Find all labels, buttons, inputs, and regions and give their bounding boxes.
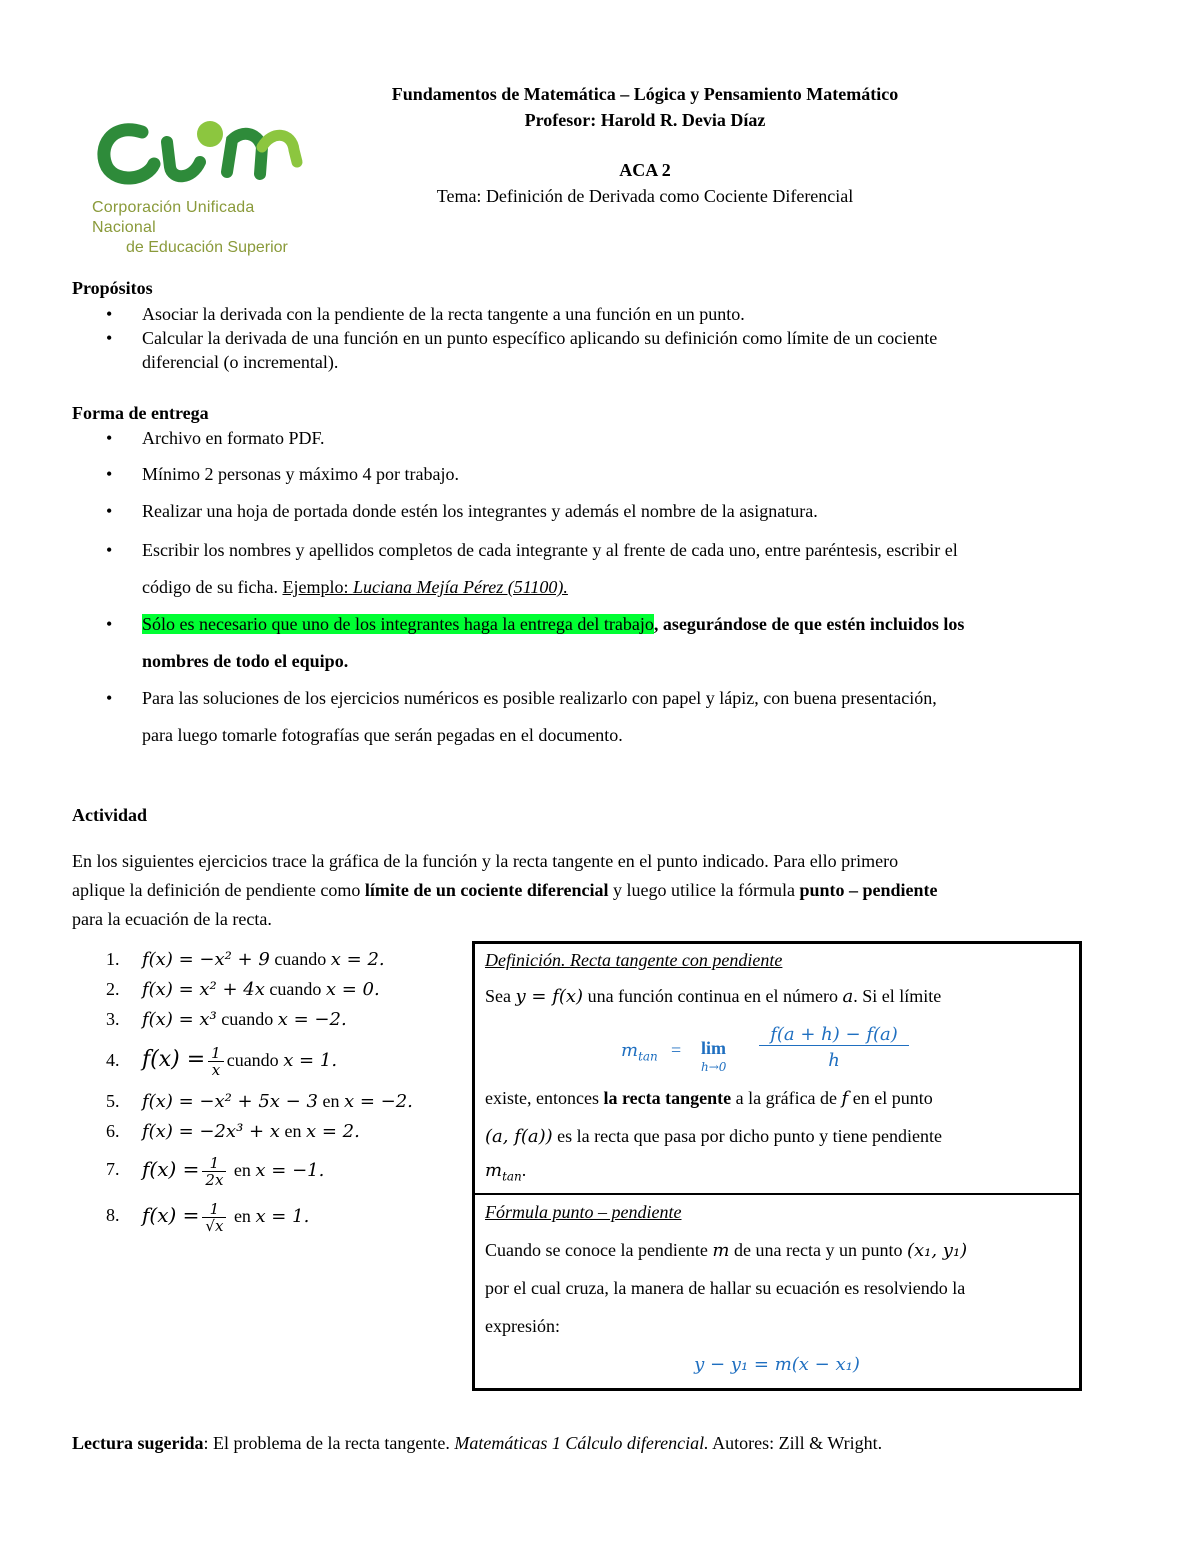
list-item: 4. f(x) = $\frac{1}{x}$ cuando x = 1. bbox=[106, 1044, 338, 1080]
definicion-formula: $m_{tan}$ = lim h→0 f(a + h) − f(a) h bbox=[621, 1022, 941, 1078]
list-item: 8. f(x) = $\frac{1}{√x}$ en x = 1. bbox=[106, 1200, 310, 1236]
actividad-paragraph: En los siguientes ejercicios trace la gráfica de la función y la recta tangente en el punto indicado. Para ello primero aplique la definición de pendiente como límite de un cociente diferencial y luego utilice la fórmula punto – pendiente para la ecuación de la recta. bbox=[72, 851, 938, 929]
definicion-line3: (a, f(a)) es la recta que pasa por dicho punto y tiene pendiente bbox=[485, 1126, 943, 1147]
formula-equation: y − y₁ = m(x − x₁) bbox=[694, 1354, 860, 1375]
list-item: • Mínimo 2 personas y máximo 4 por trabajo. bbox=[72, 464, 1152, 501]
formula-title: Fórmula punto – pendiente bbox=[485, 1202, 682, 1222]
list-item: 7. f(x) = $\frac{1}{2x}$ en x = −1. bbox=[106, 1154, 325, 1190]
logo-line1: Corporación Unificada Nacional bbox=[92, 199, 255, 236]
list-item: 5. f(x) = −x² + 5x − 3 en x = −2. bbox=[106, 1091, 413, 1112]
header-aca: ACA 2 bbox=[619, 160, 671, 180]
formula-line1: Cuando se conoce la pendiente m de una recta y un punto (x₁, y₁) bbox=[485, 1240, 968, 1261]
list-item: • Para las soluciones de los ejercicios numéricos es posible realizarlo con papel y lápiz, con buena presentación, para luego tomarle fotografías que serán pegadas en el documento. bbox=[72, 680, 1152, 754]
header-line2: Profesor: Harold R. Devia Díaz bbox=[524, 110, 766, 130]
list-item: • Calcular la derivada de una función en un punto específico aplicando su definición como límite de un cociente diferencial (o incremental). bbox=[72, 326, 1132, 374]
definicion-title: Definición. Recta tangente con pendiente bbox=[485, 950, 783, 970]
cun-logo-icon bbox=[92, 112, 312, 187]
list-item: 6. f(x) = −2x³ + x en x = 2. bbox=[106, 1121, 360, 1142]
list-item: • Sólo es necesario que uno de los integrantes haga la entrega del trabajo, asegurándose de que estén incluidos los nombres de todo el equipo. bbox=[72, 606, 1152, 680]
logo bbox=[92, 112, 312, 256]
propositos-list bbox=[72, 302, 1132, 374]
header-tema: Tema: Definición de Derivada como Cociente Diferencial bbox=[436, 186, 854, 206]
list-item: 1. f(x) = −x² + 9 cuando x = 2. bbox=[106, 949, 385, 970]
list-item: • Archivo en formato PDF. bbox=[72, 428, 1152, 464]
list-item: 3. f(x) = x³ cuando x = −2. bbox=[106, 1009, 347, 1030]
definicion-line4: $m_{tan}$. bbox=[485, 1160, 527, 1184]
header-line1: Fundamentos de Matemática – Lógica y Pensamiento Matemático bbox=[391, 84, 899, 104]
definicion-line1: Sea y = f(x) una función continua en el número a. Si el límite bbox=[485, 986, 942, 1007]
entrega-list bbox=[72, 428, 1152, 760]
ejercicios-list bbox=[72, 944, 472, 1238]
list-item: • Realizar una hoja de portada donde estén los integrantes y además el nombre de la asignatura. bbox=[72, 501, 1152, 538]
formula-box bbox=[472, 1193, 1082, 1391]
list-item: 2. f(x) = x² + 4x cuando x = 0. bbox=[106, 979, 380, 1000]
list-item: • Asociar la derivada con la pendiente de la recta tangente a una función en un punto. bbox=[72, 302, 1132, 326]
propositos-title: Propósitos bbox=[72, 278, 153, 298]
list-item: • Escribir los nombres y apellidos completos de cada integrante y al frente de cada uno, entre paréntesis, escribir el código de su ficha. Ejemplo: Luciana Mejía Pérez (51100). bbox=[72, 532, 1152, 606]
formula-line3: expresión: bbox=[485, 1316, 560, 1336]
formula-line2: por el cual cruza, la manera de hallar su ecuación es resolviendo la bbox=[485, 1278, 966, 1298]
logo-line2: de Educación Superior bbox=[126, 239, 288, 256]
definicion-box bbox=[472, 941, 1082, 1195]
lectura-sugerida: Lectura sugerida: El problema de la recta tangente. Matemáticas 1 Cálculo diferencial. Autores: Zill & Wright. bbox=[72, 1433, 883, 1453]
definicion-line2: existe, entonces la recta tangente a la gráfica de f en el punto bbox=[485, 1088, 933, 1109]
actividad-title: Actividad bbox=[72, 805, 148, 825]
entrega-title: Forma de entrega bbox=[72, 403, 209, 423]
